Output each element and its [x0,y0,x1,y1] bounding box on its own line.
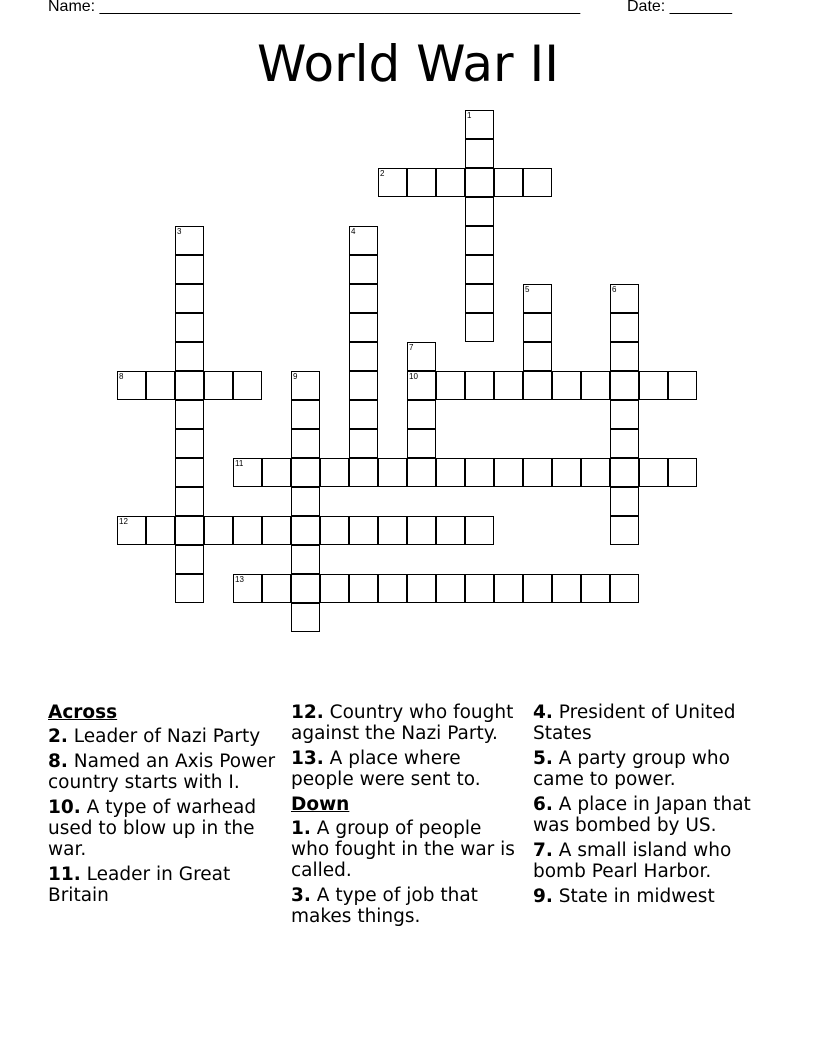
clue-down-4: 4. President of United States [533,702,736,744]
crossword-cell[interactable] [494,168,523,197]
crossword-cell[interactable] [175,574,204,603]
clues-column-3 [533,702,773,911]
crossword-cell[interactable] [494,574,523,603]
crossword-cell[interactable] [639,458,668,487]
crossword-cell[interactable] [436,168,465,197]
clue-across-13: 13. A place where people were sent to. [291,748,481,790]
crossword-cell[interactable] [523,371,552,400]
cell-number: 1 [467,111,472,120]
crossword-cell[interactable] [175,545,204,574]
crossword-cell[interactable] [291,371,320,400]
crossword-cell[interactable] [378,168,407,197]
crossword-cell[interactable] [233,458,262,487]
crossword-cell[interactable] [291,516,320,545]
crossword-cell[interactable] [639,371,668,400]
crossword-cell[interactable] [291,603,320,632]
crossword-cell[interactable] [465,313,494,342]
crossword-cell[interactable] [610,516,639,545]
crossword-cell[interactable] [465,226,494,255]
across-heading: Across [48,702,118,723]
crossword-cell[interactable] [175,226,204,255]
crossword-cell[interactable] [407,168,436,197]
crossword-cell[interactable] [465,255,494,284]
clue-across-11: 11. Leader in Great Britain [48,864,231,906]
crossword-cell[interactable] [465,139,494,168]
crossword-cell[interactable] [349,574,378,603]
crossword-cell[interactable] [465,458,494,487]
crossword-cell[interactable] [291,400,320,429]
crossword-cell[interactable] [204,516,233,545]
crossword-cell[interactable] [668,458,697,487]
crossword-cell[interactable] [320,516,349,545]
crossword-cell[interactable] [465,168,494,197]
crossword-cell[interactable] [175,255,204,284]
clue-down-9: 9. State in midwest [533,886,715,907]
crossword-cell[interactable] [610,342,639,371]
clue-across-2: 2. Leader of Nazi Party [48,726,261,747]
name-field-label: Name: ______________________________________________________ [48,0,581,15]
puzzle-title: World War II [256,35,559,93]
crossword-cell[interactable] [407,458,436,487]
crossword-cell[interactable] [465,371,494,400]
clue-across-12: 12. Country who fought against the Nazi Party. [291,702,514,744]
crossword-cell[interactable] [610,458,639,487]
crossword-cell[interactable] [523,284,552,313]
crossword-cell[interactable] [349,371,378,400]
crossword-cell[interactable] [407,342,436,371]
cell-number: 2 [380,169,385,178]
crossword-cell[interactable] [552,371,581,400]
crossword-cell[interactable] [233,574,262,603]
clue-down-3: 3. A type of job that makes things. [291,885,478,927]
crossword-cell[interactable] [436,574,465,603]
clue-down-7: 7. A small island who bomb Pearl Harbor. [533,840,732,882]
crossword-cell[interactable] [465,516,494,545]
crossword-cell[interactable] [581,458,610,487]
crossword-cell[interactable] [349,458,378,487]
crossword-cell[interactable] [175,429,204,458]
crossword-cell[interactable] [349,313,378,342]
crossword-cell[interactable] [407,574,436,603]
crossword-cell[interactable] [610,574,639,603]
crossword-cell[interactable] [552,458,581,487]
crossword-cell[interactable] [262,574,291,603]
crossword-cell[interactable] [436,458,465,487]
clue-down-5: 5. A party group who came to power. [533,748,730,790]
crossword-cell[interactable] [581,371,610,400]
crossword-cell[interactable] [523,342,552,371]
crossword-cell[interactable] [610,400,639,429]
cell-number: 10 [409,372,418,381]
crossword-cell[interactable] [407,429,436,458]
crossword-cell[interactable] [668,371,697,400]
cell-number: 5 [525,285,530,294]
crossword-cell[interactable] [291,487,320,516]
clue-down-1: 1. A group of people who fought in the war is called. [291,818,515,881]
crossword-cell[interactable] [262,458,291,487]
cell-number: 11 [235,459,244,468]
crossword-cell[interactable] [523,168,552,197]
clue-across-8: 8. Named an Axis Power country starts with I. [48,751,276,793]
crossword-cell[interactable] [117,371,146,400]
crossword-cell[interactable] [349,400,378,429]
cell-number: 12 [119,517,128,526]
clues-column-1 [48,702,280,910]
crossword-cell[interactable] [494,458,523,487]
crossword-cell[interactable] [494,371,523,400]
crossword-cell[interactable] [581,574,610,603]
crossword-cell[interactable] [320,458,349,487]
crossword-cell[interactable] [349,429,378,458]
crossword-cell[interactable] [291,545,320,574]
crossword-cell[interactable] [291,429,320,458]
crossword-cell[interactable] [233,516,262,545]
crossword-cell[interactable] [349,284,378,313]
cell-number: 13 [235,575,244,584]
crossword-cell[interactable] [610,284,639,313]
crossword-cell[interactable] [146,371,175,400]
clue-across-10: 10. A type of warhead used to blow up in the war. [48,797,257,860]
crossword-cell[interactable] [610,371,639,400]
crossword-cell[interactable] [407,400,436,429]
down-heading: Down [291,794,350,815]
crossword-cell[interactable] [610,429,639,458]
crossword-cell[interactable] [262,516,291,545]
crossword-cell[interactable] [117,516,146,545]
crossword-cell[interactable] [291,458,320,487]
crossword-cell[interactable] [378,574,407,603]
crossword-cell[interactable] [291,574,320,603]
crossword-cell[interactable] [175,458,204,487]
date-field-label: Date: _______ [627,0,732,15]
cell-number: 3 [177,227,182,236]
crossword-cell[interactable] [378,516,407,545]
crossword-cell[interactable] [523,574,552,603]
crossword-cell[interactable] [436,371,465,400]
cell-number: 7 [409,343,414,352]
crossword-cell[interactable] [175,284,204,313]
clue-down-6: 6. A place in Japan that was bombed by US. [533,794,751,836]
cell-number: 4 [351,227,356,236]
crossword-cell[interactable] [349,516,378,545]
crossword-cell[interactable] [175,487,204,516]
clues-column-2 [291,702,523,931]
crossword-cell[interactable] [407,371,436,400]
crossword-cell[interactable] [610,487,639,516]
crossword-cell[interactable] [204,371,233,400]
crossword-cell[interactable] [378,458,407,487]
crossword-cell[interactable] [523,458,552,487]
crossword-cell[interactable] [349,226,378,255]
crossword-cell[interactable] [233,371,262,400]
crossword-cell[interactable] [175,342,204,371]
crossword-cell[interactable] [146,516,175,545]
crossword-cell[interactable] [436,516,465,545]
crossword-cell[interactable] [465,110,494,139]
crossword-cell[interactable] [465,197,494,226]
crossword-cell[interactable] [552,574,581,603]
crossword-cell[interactable] [465,574,494,603]
crossword-cell[interactable] [175,400,204,429]
crossword-cell[interactable] [610,313,639,342]
crossword-cell[interactable] [175,313,204,342]
crossword-cell[interactable] [349,342,378,371]
crossword-cell[interactable] [320,574,349,603]
crossword-cell[interactable] [175,371,204,400]
crossword-cell[interactable] [407,516,436,545]
cell-number: 9 [293,372,298,381]
crossword-cell[interactable] [523,313,552,342]
crossword-cell[interactable] [465,284,494,313]
crossword-cell[interactable] [349,255,378,284]
cell-number: 8 [119,372,124,381]
crossword-cell[interactable] [175,516,204,545]
cell-number: 6 [612,285,617,294]
